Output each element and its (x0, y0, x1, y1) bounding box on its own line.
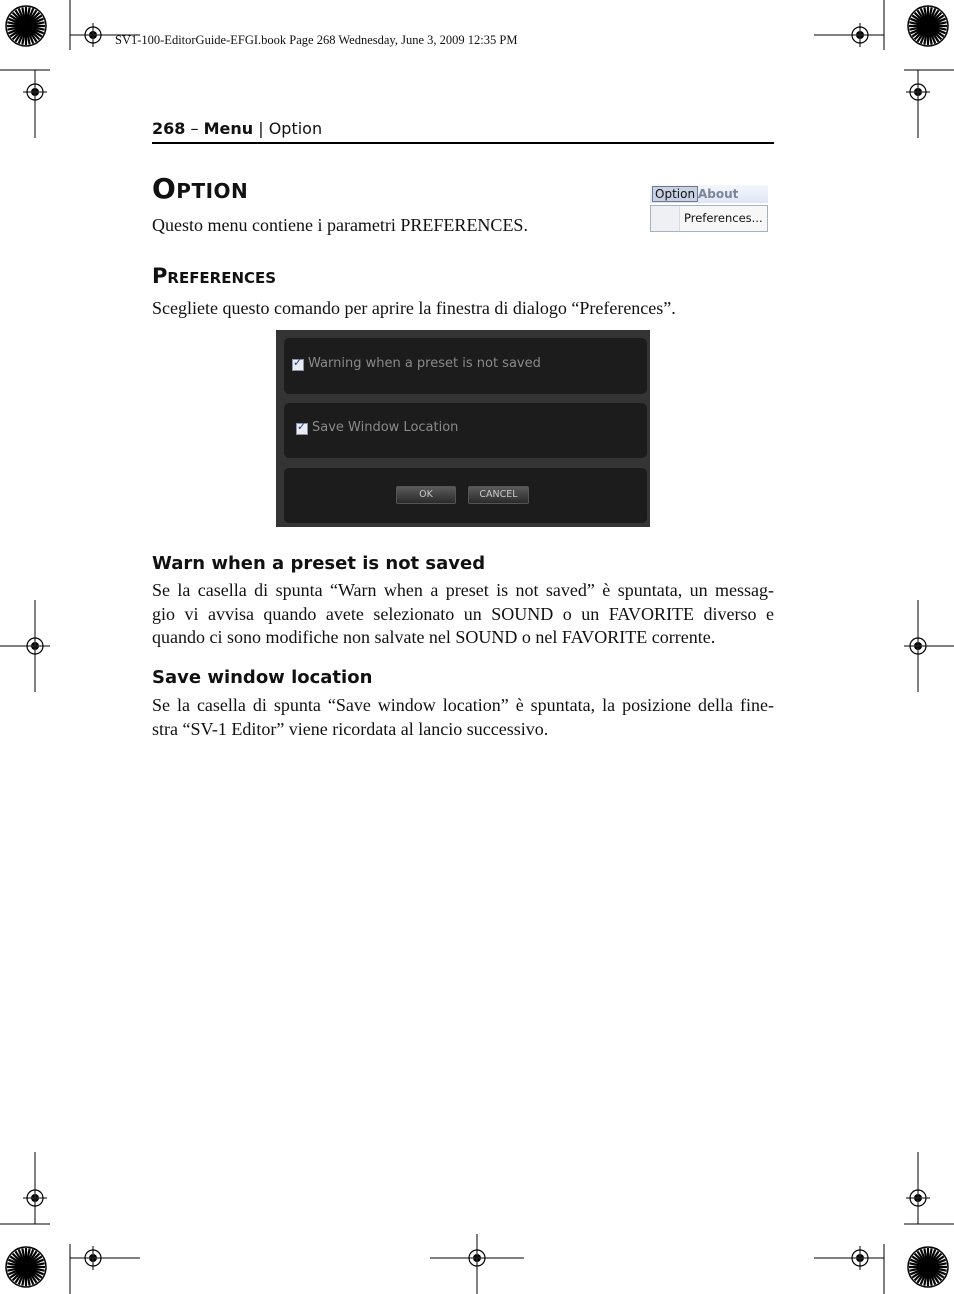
menu-item-preferences[interactable]: Preferences... (684, 211, 763, 225)
warning-checkbox-label: Warning when a preset is not saved (308, 356, 541, 371)
print-info: SV1-100-EditorGuide-EFGI.book Page 268 Wednesday, June 3, 2009 12:35 PM (115, 33, 518, 47)
panel-buttons (284, 468, 647, 523)
section-description: Questo menu contiene i parametri PREFERENCES. (152, 215, 528, 235)
text-line: Se la casella di spunta “Save window location” è spuntata, la posizione della fine- (152, 695, 774, 715)
item-text-warn (152, 579, 774, 650)
dropdown-gutter (651, 206, 680, 231)
menu-bar (650, 185, 768, 203)
header-rule (152, 142, 774, 144)
window-location-checkbox[interactable] (296, 420, 308, 435)
cancel-button[interactable]: CANCEL (468, 486, 529, 504)
header-separator: – (185, 119, 204, 138)
item-title-save-location: Save window location (152, 667, 373, 688)
header-subsection: Option (268, 119, 323, 138)
running-header (152, 119, 322, 138)
header-section: Menu (203, 119, 254, 138)
text-line: quando ci sono modifiche non salvate nel SOUND o nel FAVORITE corrente. (152, 627, 716, 647)
panel-window-location (284, 403, 647, 458)
item-title-warn: Warn when a preset is not saved (152, 553, 486, 574)
header-divider: | (253, 119, 269, 138)
warning-checkbox[interactable] (292, 356, 304, 371)
section-title: Option (152, 172, 249, 205)
panel-warning (284, 338, 647, 394)
menu-about[interactable]: About (698, 187, 739, 201)
page-number: 268 (152, 119, 186, 138)
preferences-dialog (276, 330, 650, 527)
text-line: gio vi avvisa quando avete selezionato un SOUND o un FAVORITE diverso e (152, 603, 774, 624)
menu-option[interactable]: Option (652, 186, 698, 202)
option-menu-screenshot (650, 185, 768, 231)
preferences-description: Scegliete questo comando per aprire la finestra di dialogo “Preferences”. (152, 298, 676, 318)
check-icon: ✓ (297, 420, 307, 433)
ok-button[interactable]: OK (396, 486, 456, 504)
window-location-checkbox-label: Save Window Location (312, 420, 459, 435)
item-text-save-location (152, 694, 774, 741)
text-line: stra “SV-1 Editor” viene ricordata al lancio successivo. (152, 718, 549, 739)
option-dropdown (650, 205, 768, 232)
text-line: Se la casella di spunta “Warn when a preset is not saved” è spuntata, un messag- (152, 580, 774, 600)
check-icon: ✓ (293, 356, 303, 369)
preferences-title: Preferences (152, 264, 277, 288)
